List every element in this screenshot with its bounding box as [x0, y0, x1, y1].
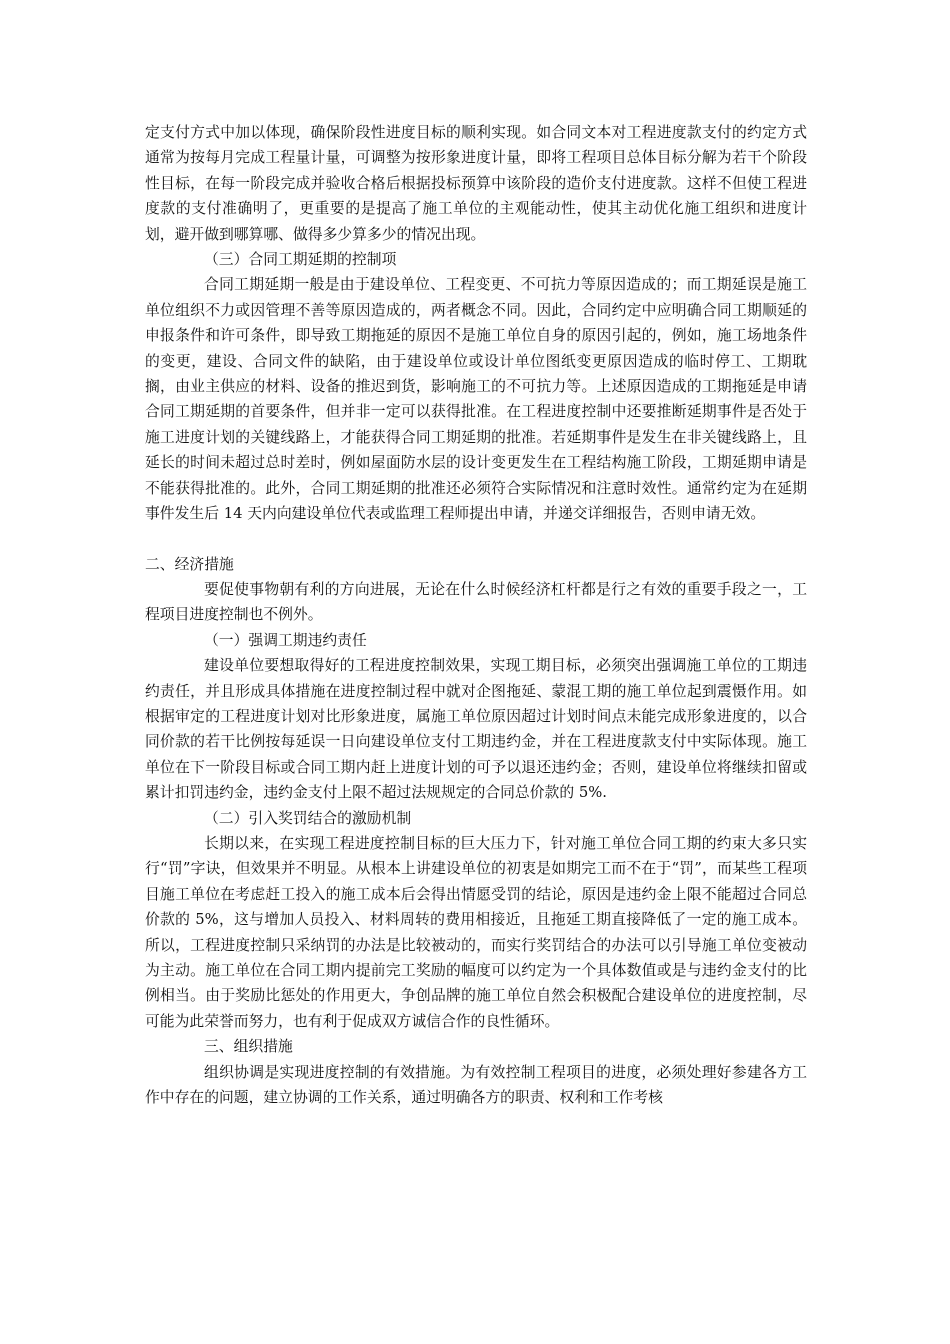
subheading: （二）引入奖罚结合的激励机制: [204, 809, 412, 827]
subheading: （三）合同工期延期的控制项: [204, 251, 397, 269]
body-paragraph: 合同工期延期一般是由于建设单位、工程变更、不可抗力等原因造成的；而工期延误是施工单位组织不力或因管理不善等原因造成的，两者概念不同。因此，合同约定中应明确合同工期顺延的申报条件和许可条件，即导致工期拖延的原因不是施工单位自身的原因引起的，例如，施工场地条件的变更，建设、合同文件的缺陷，由于建设单位或设计单位图纸变更原因造成的临时停工、工期耽搁，由业主供应的材料、设备的推迟到货，影响施工的不可抗力等。上述原因造成的工期拖延是申请合同工期延期的首要条件，但并非一定可以获得批准。在工程进度控制中还要推断延期事件是否处于施工进度计划的关键线路上，才能获得合同工期延期的批准。若延期事件是发生在非关键线路上，且延长的时间未超过总时差时，例如屋面防水层的设计变更发生在工程结构施工阶段，工期延期申请是不能获得批准的。此外，合同工期延期的批准还必须符合实际情况和注意时效性。通常约定为在延期事件发生后 14 天内向建设单位代表或监理工程师提出申请，并递交详细报告，否则申请无效。: [145, 276, 807, 523]
section-heading: 二、经济措施: [145, 555, 234, 573]
document-page: [145, 120, 807, 1110]
section-heading: 三、组织措施: [204, 1038, 293, 1056]
body-paragraph: 组织协调是实现进度控制的有效措施。为有效控制工程项目的进度，必须处理好参建各方工作中存在的问题，建立协调的工作关系，通过明确各方的职责、权利和工作考核: [145, 1063, 807, 1107]
body-paragraph: 定支付方式中加以体现，确保阶段性进度目标的顺利实现。如合同文本对工程进度款支付的约定方式通常为按每月完成工程量计量，可调整为按形象进度计量，即将工程项目总体目标分解为若干个阶段性目标，在每一阶段完成并验收合格后根据投标预算中该阶段的造价支付进度款。这样不但使工程进度款的支付准确明了，更重要的是提高了施工单位的主观能动性，使其主动优化施工组织和进度计划，避开做到哪算哪、做得多少算多少的情况出现。: [145, 124, 807, 243]
paragraph-gap: [145, 527, 807, 552]
body-paragraph: 长期以来，在实现工程进度控制目标的巨大压力下，针对施工单位合同工期的约束大多只实行“罚”字诀，但效果并不明显。从根本上讲建设单位的初衷是如期完工而不在于“罚”，而某些工程项目施工单位在考虑赶工投入的施工成本后会得出情愿受罚的结论，原因是违约金上限不能超过合同总价款的 5%，这与增加人员投入、材料周转的费用相接近，且拖延工期直接降低了一定的施工成本。所以，工程进度控制只采纳罚的办法是比较被动的，而实行奖罚结合的办法可以引导施工单位变被动为主动。施工单位在合同工期内提前完工奖励的幅度可以约定为一个具体数值或是与违约金支付的比例相当。由于奖励比惩处的作用更大，争创品牌的施工单位自然会积极配合建设单位的进度控制，尽可能为此荣誉而努力，也有利于促成双方诚信合作的良性循环。: [145, 834, 807, 1030]
body-paragraph: 建设单位要想取得好的工程进度控制效果，实现工期目标，必须突出强调施工单位的工期违约责任，并且形成具体措施在进度控制过程中就对企图拖延、蒙混工期的施工单位起到震慑作用。如根据审定的工程进度计划对比形象进度，属施工单位原因超过计划时间点未能完成形象进度的，以合同价款的若干比例按每延误一日向建设单位支付工期违约金，并在工程进度款支付中实际体现。施工单位在下一阶段目标或合同工期内赶上进度计划的可予以退还违约金；否则，建设单位将继续扣留或累计扣罚违约金，违约金支付上限不超过法规规定的合同总价款的 5%.: [145, 657, 807, 802]
body-paragraph: 要促使事物朝有利的方向进展，无论在什么时候经济杠杆都是行之有效的重要手段之一，工程项目进度控制也不例外。: [145, 580, 807, 624]
subheading: （一）强调工期违约责任: [204, 631, 367, 649]
